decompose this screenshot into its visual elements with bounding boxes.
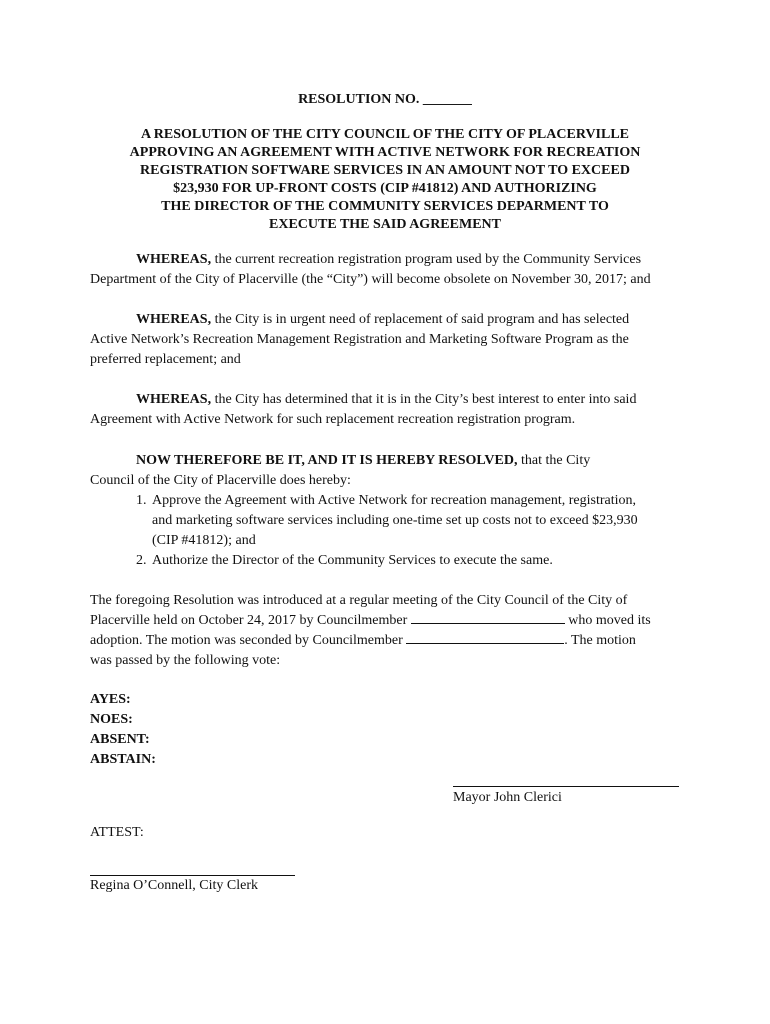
vote-absent: ABSENT:	[90, 732, 150, 747]
whereas-lead: WHEREAS,	[136, 252, 212, 267]
whereas-text: Department of the City of Placerville (the “City”) will become obsolete on November 30, 2017; and	[90, 272, 651, 287]
mayor-signature-line	[453, 786, 679, 787]
seconder-blank	[406, 631, 564, 644]
whereas-lead: WHEREAS,	[136, 312, 212, 327]
whereas-text: the City is in urgent need of replacement of said program and has selected	[211, 312, 630, 327]
resolved-text: that the City	[517, 453, 591, 468]
attest-label: ATTEST:	[90, 825, 144, 840]
vote-abstain: ABSTAIN:	[90, 752, 156, 767]
vote-ayes: AYES:	[90, 692, 131, 707]
resolved-lead: NOW THEREFORE BE IT, AND IT IS HEREBY RESOLVED,	[136, 453, 518, 468]
resolution-number: RESOLUTION NO. _______	[298, 92, 472, 107]
list-item-text: (CIP #41812); and	[152, 533, 256, 548]
title-line: REGISTRATION SOFTWARE SERVICES IN AN AMOUNT NOT TO EXCEED	[140, 163, 630, 178]
clerk-signature-line	[90, 875, 295, 876]
vote-block	[90, 690, 156, 770]
title-line: $23,930 FOR UP-FRONT COSTS (CIP #41812) AND AUTHORIZING	[173, 181, 597, 196]
title-line: APPROVING AN AGREEMENT WITH ACTIVE NETWORK FOR RECREATION	[129, 145, 641, 160]
list-item	[90, 491, 680, 551]
foregoing-text: Placerville held on October 24, 2017 by Councilmember	[90, 613, 411, 628]
vote-noes: NOES:	[90, 712, 133, 727]
foregoing-text: who moved its	[564, 613, 651, 628]
title-line: A RESOLUTION OF THE CITY COUNCIL OF THE CITY OF PLACERVILLE	[140, 127, 630, 142]
whereas-text: preferred replacement; and	[90, 352, 241, 367]
resolved-list	[90, 491, 680, 571]
title-line: EXECUTE THE SAID AGREEMENT	[269, 217, 501, 232]
list-item-text: and marketing software services including one-time set up costs not to exceed $23,930	[152, 513, 638, 528]
resolution-title	[60, 126, 710, 234]
whereas-paragraph-3	[90, 390, 680, 430]
whereas-paragraph-1	[90, 250, 680, 290]
foregoing-text: was passed by the following vote:	[90, 653, 281, 668]
whereas-text: Active Network’s Recreation Management Registration and Marketing Software Program as the	[90, 332, 629, 347]
list-item-text: Approve the Agreement with Active Network for recreation management, registration,	[152, 493, 636, 508]
whereas-text: Agreement with Active Network for such replacement recreation registration program.	[90, 412, 576, 427]
clerk-name: Regina O’Connell, City Clerk	[90, 878, 258, 893]
whereas-lead: WHEREAS,	[136, 392, 212, 407]
resolved-paragraph	[90, 451, 680, 571]
foregoing-text: . The motion	[564, 633, 636, 648]
whereas-paragraph-2	[90, 310, 680, 370]
resolved-text: Council of the City of Placerville does hereby:	[90, 473, 351, 488]
foregoing-text: The foregoing Resolution was introduced at a regular meeting of the City Council of the City of	[90, 593, 628, 608]
foregoing-text: adoption. The motion was seconded by Councilmember	[90, 633, 407, 648]
list-item-text: Authorize the Director of the Community Services to execute the same.	[152, 553, 553, 568]
whereas-text: the City has determined that it is in the City’s best interest to enter into said	[211, 392, 637, 407]
list-item-number: 2.	[136, 553, 147, 568]
whereas-text: the current recreation registration program used by the Community Services	[211, 252, 642, 267]
mayor-name: Mayor John Clerici	[453, 790, 562, 805]
list-item-number: 1.	[136, 493, 147, 508]
mover-blank	[411, 611, 565, 624]
foregoing-paragraph	[90, 591, 680, 671]
list-item	[90, 551, 680, 571]
title-line: THE DIRECTOR OF THE COMMUNITY SERVICES DEPARMENT TO	[161, 199, 609, 214]
